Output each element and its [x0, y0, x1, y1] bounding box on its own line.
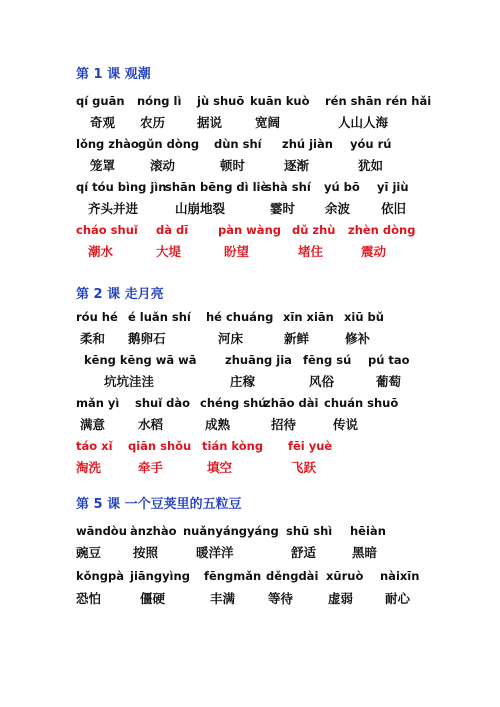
pinyin-term: ànzhào	[130, 524, 177, 538]
pinyin-term: shuǐ dào	[135, 396, 191, 410]
pinyin-term: rén shān rén hǎi	[325, 94, 432, 108]
pinyin-row	[0, 93, 500, 111]
hanzi-term: 坑坑洼洼	[104, 374, 155, 389]
pinyin-term: xīn xiān	[283, 310, 334, 324]
lesson-title: 第 5 课 一个豆荚里的五粒豆	[76, 497, 242, 512]
hanzi-row	[0, 544, 500, 562]
hanzi-term: 舒适	[291, 545, 317, 560]
pinyin-term: zhèn dòng	[348, 223, 416, 237]
hanzi-term: 修补	[345, 331, 371, 346]
hanzi-term: 黑暗	[352, 545, 378, 560]
hanzi-term: 耐心	[385, 591, 411, 606]
lesson-title: 第 2 课 走月亮	[76, 287, 164, 302]
hanzi-term: 霎时	[270, 201, 296, 216]
hanzi-row	[0, 114, 500, 132]
pinyin-term: kēng kēng wā wā	[84, 353, 197, 367]
pinyin-term: fēng sú	[303, 353, 352, 367]
hanzi-term: 虚弱	[328, 591, 354, 606]
hanzi-term: 余波	[325, 201, 351, 216]
hanzi-row	[0, 416, 500, 434]
hanzi-term: 水稻	[138, 417, 164, 432]
pinyin-term: cháo shuǐ	[76, 223, 138, 237]
pinyin-term: é luǎn shí	[128, 310, 191, 324]
hanzi-row	[0, 373, 500, 391]
hanzi-row	[0, 157, 500, 175]
pinyin-term: zhuāng jia	[225, 353, 292, 367]
pinyin-term: hé chuáng	[206, 310, 274, 324]
hanzi-term: 山崩地裂	[175, 201, 226, 216]
hanzi-term: 丰满	[210, 591, 236, 606]
pinyin-term: pú tao	[368, 353, 410, 367]
hanzi-term: 潮水	[88, 244, 114, 259]
hanzi-term: 据说	[197, 115, 223, 130]
pinyin-term: fēngmǎn	[204, 569, 262, 583]
hanzi-term: 震动	[361, 244, 387, 259]
hanzi-term: 淘洗	[76, 460, 102, 475]
hanzi-term: 顿时	[220, 158, 246, 173]
hanzi-term: 传说	[333, 417, 359, 432]
hanzi-term: 豌豆	[76, 545, 102, 560]
hanzi-row	[0, 459, 500, 477]
hanzi-term: 填空	[207, 460, 233, 475]
pinyin-term: hēiàn	[350, 524, 386, 538]
hanzi-term: 依旧	[381, 201, 407, 216]
hanzi-term: 暖洋洋	[196, 545, 234, 560]
hanzi-term: 僵硬	[140, 591, 166, 606]
hanzi-term: 新鲜	[284, 331, 310, 346]
hanzi-term: 按照	[133, 545, 159, 560]
pinyin-row	[0, 179, 500, 197]
pinyin-term: pàn wàng	[218, 223, 281, 237]
pinyin-row	[0, 352, 500, 370]
hanzi-term: 人山人海	[338, 115, 389, 130]
pinyin-term: lǒng zhào	[76, 137, 139, 151]
hanzi-term: 笼罩	[90, 158, 116, 173]
hanzi-term: 招待	[271, 417, 297, 432]
hanzi-term: 宽阔	[255, 115, 281, 130]
hanzi-term: 农历	[140, 115, 166, 130]
pinyin-term: táo xǐ	[76, 439, 113, 453]
pinyin-row	[0, 222, 500, 240]
pinyin-term: nóng lì	[137, 94, 182, 108]
hanzi-term: 堵住	[298, 244, 324, 259]
pinyin-term: qí guān	[76, 94, 125, 108]
pinyin-term: tián kòng	[202, 439, 264, 453]
hanzi-term: 恐怕	[76, 591, 102, 606]
pinyin-row	[0, 523, 500, 541]
pinyin-term: shān bēng dì liè	[165, 180, 269, 194]
lesson-title: 第 1 课 观潮	[76, 67, 151, 82]
hanzi-term: 牵手	[138, 460, 164, 475]
hanzi-term: 大堤	[156, 244, 182, 259]
pinyin-term: chéng shú	[200, 396, 267, 410]
pinyin-term: dà dī	[156, 223, 189, 237]
pinyin-row	[0, 136, 500, 154]
pinyin-term: róu hé	[76, 310, 118, 324]
pinyin-term: xūruò	[326, 569, 364, 583]
hanzi-term: 柔和	[80, 331, 106, 346]
pinyin-term: kuān kuò	[250, 94, 310, 108]
hanzi-term: 庄稼	[230, 374, 256, 389]
pinyin-term: děngdài	[266, 569, 319, 583]
hanzi-row	[0, 200, 500, 218]
hanzi-term: 河床	[218, 331, 244, 346]
hanzi-term: 飞跃	[291, 460, 317, 475]
pinyin-term: yī jiù	[377, 180, 409, 194]
pinyin-term: yú bō	[324, 180, 360, 194]
hanzi-row	[0, 590, 500, 608]
pinyin-term: nuǎnyángyáng	[183, 524, 279, 538]
hanzi-term: 滚动	[150, 158, 176, 173]
hanzi-row	[0, 330, 500, 348]
pinyin-term: qí tóu bìng jìn	[76, 180, 167, 194]
pinyin-term: dǔ zhù	[292, 223, 336, 237]
hanzi-term: 等待	[268, 591, 294, 606]
hanzi-term: 风俗	[309, 374, 335, 389]
hanzi-term: 成熟	[205, 417, 231, 432]
pinyin-term: zhú jiàn	[282, 137, 333, 151]
pinyin-term: qiān shǒu	[128, 439, 192, 453]
pinyin-term: shū shì	[286, 524, 333, 538]
pinyin-term: wāndòu	[76, 524, 127, 538]
hanzi-term: 满意	[80, 417, 106, 432]
pinyin-term: shà shí	[265, 180, 311, 194]
pinyin-row	[0, 309, 500, 327]
hanzi-term: 盼望	[224, 244, 250, 259]
pinyin-row	[0, 568, 500, 586]
pinyin-term: kǒngpà	[76, 569, 124, 583]
hanzi-term: 齐头并进	[88, 201, 139, 216]
pinyin-term: xiū bǔ	[344, 310, 384, 324]
hanzi-term: 葡萄	[376, 374, 402, 389]
hanzi-term: 犹如	[358, 158, 384, 173]
pinyin-term: jiāngyìng	[130, 569, 190, 583]
pinyin-term: dùn shí	[214, 137, 262, 151]
pinyin-term: yóu rú	[350, 137, 392, 151]
hanzi-row	[0, 243, 500, 261]
pinyin-term: chuán shuō	[324, 396, 399, 410]
pinyin-term: jù shuō	[197, 94, 245, 108]
hanzi-term: 逐渐	[284, 158, 310, 173]
pinyin-term: gǔn dòng	[138, 137, 200, 151]
pinyin-row	[0, 438, 500, 456]
hanzi-term: 奇观	[90, 115, 116, 130]
pinyin-term: mǎn yì	[76, 396, 120, 410]
pinyin-row	[0, 395, 500, 413]
pinyin-term: fēi yuè	[288, 439, 333, 453]
hanzi-term: 鹅卵石	[128, 331, 166, 346]
pinyin-term: zhāo dài	[264, 396, 319, 410]
pinyin-term: nàixīn	[380, 569, 420, 583]
